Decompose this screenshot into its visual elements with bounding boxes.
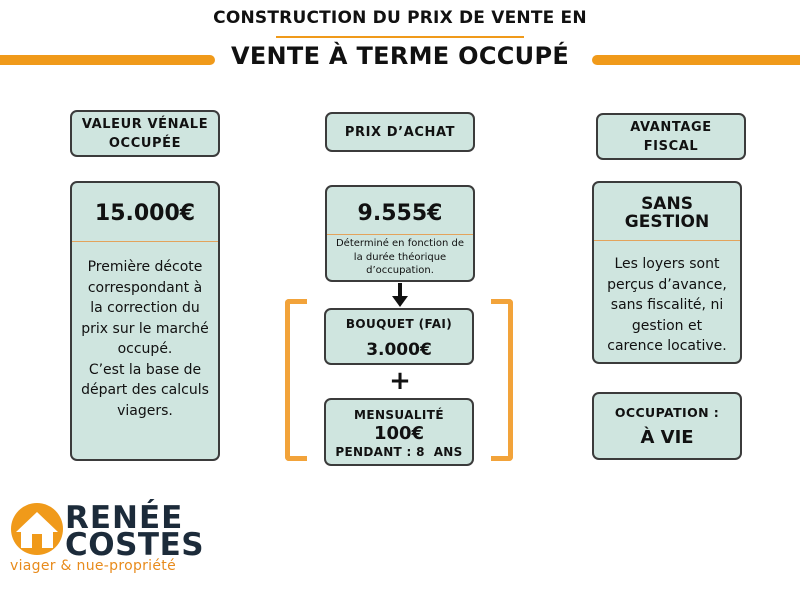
occupation-value: À VIE — [640, 427, 694, 448]
left-header-box — [70, 110, 220, 157]
bracket-left — [285, 299, 307, 461]
center-header-box — [325, 112, 475, 152]
center-desc-line: la durée théorique — [353, 251, 447, 263]
left-desc-line: la correction du — [90, 300, 200, 316]
bracket-right — [491, 299, 513, 461]
center-desc-line: d’occupation. — [366, 265, 434, 276]
logo-word-1: RENÉE — [65, 500, 184, 536]
right-header-line-1: AVANTAGE — [630, 119, 712, 135]
mensualite-value: 100€ — [373, 423, 425, 444]
title-underline — [276, 36, 524, 38]
title-line-1: CONSTRUCTION DU PRIX DE VENTE EN — [213, 8, 587, 28]
right-desc-line: perçus d’avance, — [607, 276, 727, 293]
center-header: PRIX D’ACHAT — [344, 124, 456, 140]
arrow-down-icon — [389, 283, 411, 309]
logo-tagline: viager & nue-propriété — [10, 558, 176, 574]
left-value-box — [70, 181, 220, 461]
right-value-box — [592, 181, 742, 364]
right-desc-line: sans fiscalité, ni — [610, 297, 724, 313]
center-value: 9.555€ — [357, 201, 443, 226]
center-value-box — [325, 185, 475, 282]
left-header-line-1: VALEUR VÉNALE — [81, 116, 209, 132]
left-desc-line: départ des calculs — [81, 382, 209, 398]
mensualite-duration: PENDANT : 8 ANS — [335, 445, 463, 459]
bouquet-box — [324, 308, 474, 365]
left-desc-line: viagers. — [117, 402, 173, 419]
right-value — [594, 195, 740, 231]
occupation-label: OCCUPATION : — [614, 405, 720, 420]
right-desc-line: Les loyers sont — [614, 256, 720, 272]
house-logo-icon — [8, 502, 66, 556]
right-header-line-2: FISCAL — [643, 138, 699, 154]
mensualite-label: MENSUALITÉ — [354, 408, 444, 422]
right-desc-line: carence locative. — [607, 338, 727, 354]
right-value-line-2: GESTION — [624, 212, 710, 232]
center-separator — [327, 234, 473, 235]
logo-word-2: COSTES — [65, 527, 205, 563]
occupation-box — [592, 392, 742, 460]
left-description — [76, 257, 214, 421]
left-desc-line: C’est la base de — [88, 361, 202, 378]
left-desc-line: correspondant à — [87, 279, 203, 296]
left-desc-line: Première décote — [87, 259, 203, 275]
left-value: 15.000€ — [94, 201, 196, 226]
right-header-box — [596, 113, 746, 160]
left-desc-line: prix sur le marché — [81, 320, 209, 337]
right-desc-line: gestion et — [631, 317, 703, 334]
bouquet-label: BOUQUET (FAI) — [345, 317, 453, 331]
title-line-2: VENTE À TERME OCCUPÉ — [230, 42, 570, 70]
right-description — [598, 254, 736, 357]
center-description — [329, 237, 471, 278]
bouquet-value: 3.000€ — [366, 340, 432, 360]
right-value-line-1: SANS — [641, 194, 693, 214]
right-separator — [594, 240, 740, 241]
plus-sign: + — [389, 366, 411, 396]
left-separator — [72, 241, 218, 242]
mensualite-box — [324, 398, 474, 466]
left-desc-line: occupé. — [117, 341, 173, 357]
left-header-line-2: OCCUPÉE — [108, 135, 182, 151]
center-desc-line: Déterminé en fonction de — [335, 238, 465, 249]
